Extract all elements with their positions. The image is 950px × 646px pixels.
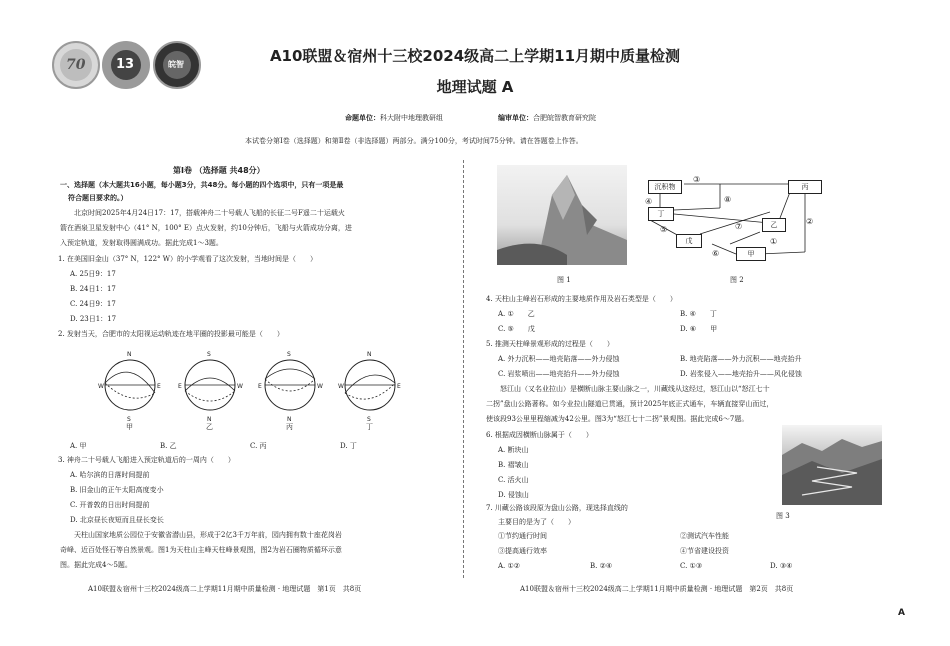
cycle-num: ③ [693,175,701,184]
q7-option: A. ①② [498,562,521,570]
fig1-photo [497,165,627,265]
q3-option: C. 开普敦的日出时间提前 [70,501,150,509]
cycle-num: ① [770,237,778,246]
dir-label: N [367,351,372,358]
part-intro-2: 符合题目要求的。） [68,194,128,202]
dir-label: E [397,383,401,390]
q6-option: A. 断块山 [498,446,529,454]
q7-item: ②测试汽车性能 [680,532,729,540]
q7-item: ③提高通行效率 [498,547,547,555]
q5-option: C. 岩浆喷出——地壳抬升——外力侵蚀 [498,370,620,378]
q2-option: B. 乙 [160,442,177,450]
footer-right: A10联盟＆宿州十三校2024级高二上学期11月期中质量检测 · 地理试题 第2页 共8页 [520,585,794,593]
dir-label: S [367,416,371,423]
q3-option: D. 北京昼长夜短而且昼长变长 [70,516,164,524]
fig2-caption: 图 2 [730,276,744,284]
q7-item: ④节省建设投资 [680,547,729,555]
dir-label: S [127,416,131,423]
q4-stem: 4. 天柱山主峰岩石形成的主要地质作用及岩石类型是（ ） [486,295,677,303]
cycle-num: ④ [645,197,653,206]
passage2-line: 天柱山国家地质公园位于安徽省潜山县，形成于2亿3千万年前，园内拥有数十座花岗岩 [74,531,342,539]
q7-item: ①节约通行时间 [498,532,547,540]
q6-option: D. 侵蚀山 [498,491,529,499]
instructions: 本试卷分第Ⅰ卷（选择题）和第Ⅱ卷（非选择题）两部分。满分100分，考试时间75分钟。请在答题卷上作答。 [245,137,583,145]
dir-label: E [258,383,262,390]
passage1-line: 北京时间2025年4月24日17：17，搭载神舟二十号载人飞船的长征二号F遥二十运载火 [74,209,345,217]
q4-option: C. ⑤ 戊 [498,325,535,333]
dir-label: W [237,383,243,390]
node-ding: 丁 [648,207,674,221]
subject-title: 地理试题 A [436,78,514,96]
dir-label: S [207,351,211,358]
exam-title: A10联盟＆宿州十三校2024级高二上学期11月期中质量检测 [269,47,681,65]
q2-option: C. 丙 [250,442,267,450]
q1-option: D. 23日1：17 [70,315,117,323]
q5-option: D. 岩浆侵入——地壳抬升——风化侵蚀 [680,370,802,378]
column-divider [463,160,464,578]
passage3-line: 怒江山（又名业拉山）是横断山脉主要山脉之一，川藏线从这经过，怒江山以“怒江七十 [500,385,770,393]
cycle-num: ⑧ [724,195,732,204]
editor-line: 编审单位：合肥皖智教育研究院 [498,114,596,122]
passage2-line: 奇峰、近百处怪石等自然景观。图1为天柱山主峰天柱峰景观图，图2为岩石圈物质循环示意 [60,546,342,554]
node-bing: 丙 [788,180,822,194]
diagram-label: 丙 [286,423,293,430]
passage1-line: 箭在酒泉卫星发射中心（41° N，100° E）点火发射，约10分钟后，飞船与火箭成功分离，进 [60,224,352,232]
diagram-ding [345,360,395,410]
footer-left: A10联盟＆宿州十三校2024级高二上学期11月期中质量检测 · 地理试题 第1页 共8页 [88,585,362,593]
diagram-bing [265,360,315,410]
q1-stem: 1. 在美国旧金山（37° N，122° W）的小学观看了这次发射，当地时间是（ ） [58,255,317,263]
cycle-num: ⑦ [735,222,743,231]
dir-label: S [287,351,291,358]
q7-stem-1: 7. 川藏公路该段原为盘山公路，现选择直线的 [486,504,628,512]
fig3-photo [782,425,882,505]
q1-option: B. 24日1：17 [70,285,116,293]
section-title: 第Ⅰ卷 （选择题 共48分） [173,166,265,175]
diagram-yi [185,360,235,410]
passage3-line: 使该段93公里里程缩减为42公里。图3为“怒江七十二拐”景观图。据此完成6～7题。 [486,415,749,423]
q1-option: C. 24日9：17 [70,300,116,308]
q1-option: A. 25日9：17 [70,270,116,278]
q3-stem: 3. 神舟二十号载人飞船进入预定轨道后的一周内（ ） [58,456,235,464]
q5-option: A. 外力沉积——地壳陷落——外力侵蚀 [498,355,620,363]
q3-option: A. 哈尔滨的日落时间提前 [70,471,150,479]
sun-path-diagrams [90,345,410,430]
fig1-caption: 图 1 [557,276,571,284]
cycle-num: ⑥ [712,249,720,258]
q5-option: B. 地壳陷落——外力沉积——地壳抬升 [680,355,802,363]
q7-stem-2: 主要目的是为了（ ） [498,518,575,526]
q2-option: A. 甲 [70,442,87,450]
dir-label: W [98,383,104,390]
suzhou-13-logo: 13 [102,41,150,89]
node-yi: 乙 [762,218,786,232]
cycle-num: ② [806,217,814,226]
q7-option: D. ③④ [770,562,793,570]
dir-label: W [317,383,323,390]
diagram-label: 乙 [206,423,213,430]
dir-label: N [127,351,132,358]
cycle-num: ⑤ [660,225,668,234]
passage1-line: 入预定轨道，发射取得圆满成功。据此完成1～3题。 [60,239,223,247]
fig3-caption: 图 3 [776,512,790,520]
diagram-label: 丁 [366,423,373,430]
dir-label: E [157,383,161,390]
q4-option: A. ① 乙 [498,310,535,318]
passage2-line: 图。据此完成4～5题。 [60,561,132,569]
dir-label: E [178,383,182,390]
q6-option: B. 褶皱山 [498,461,529,469]
node-jia: 甲 [736,247,766,261]
q2-option: D. 丁 [340,442,357,450]
q2-stem: 2. 发射当天，合肥市的太阳视运动轨迹在地平圈的投影最可能是（ ） [58,330,284,338]
q6-option: C. 活火山 [498,476,529,484]
q4-option: D. ⑥ 甲 [680,325,718,333]
q4-option: B. ④ 丁 [680,310,717,318]
dir-label: N [287,416,292,423]
q6-stem: 6. 根据成因横断山脉属于（ ） [486,431,593,439]
q5-stem: 5. 推测天柱峰景观形成的过程是（ ） [486,340,614,348]
passage3-line: 二拐”盘山公路著称。如今业拉山隧道已贯通，预计2025年底正式通车，车辆直接穿山而过， [486,400,774,408]
q7-option: B. ②④ [590,562,613,570]
dir-label: N [207,416,212,423]
diagram-jia [105,360,155,410]
part-intro-1: 一、选择题（本大题共16小题，每小题3分，共48分。每小题的四个选项中，只有一项是最 [60,181,344,189]
setter-line: 命题单位：科大附中地理教研组 [345,114,443,122]
q3-option: B. 旧金山的正午太阳高度变小 [70,486,164,494]
alliance-logo: 70 [52,41,100,89]
node-wu: 戊 [676,234,702,248]
diagram-label: 甲 [126,423,133,430]
q7-option: C. ①③ [680,562,703,570]
node-sediment: 沉积物 [648,180,682,194]
version-mark: A [898,608,905,618]
wanzhi-logo: 皖智 [153,41,201,89]
dir-label: W [338,383,344,390]
